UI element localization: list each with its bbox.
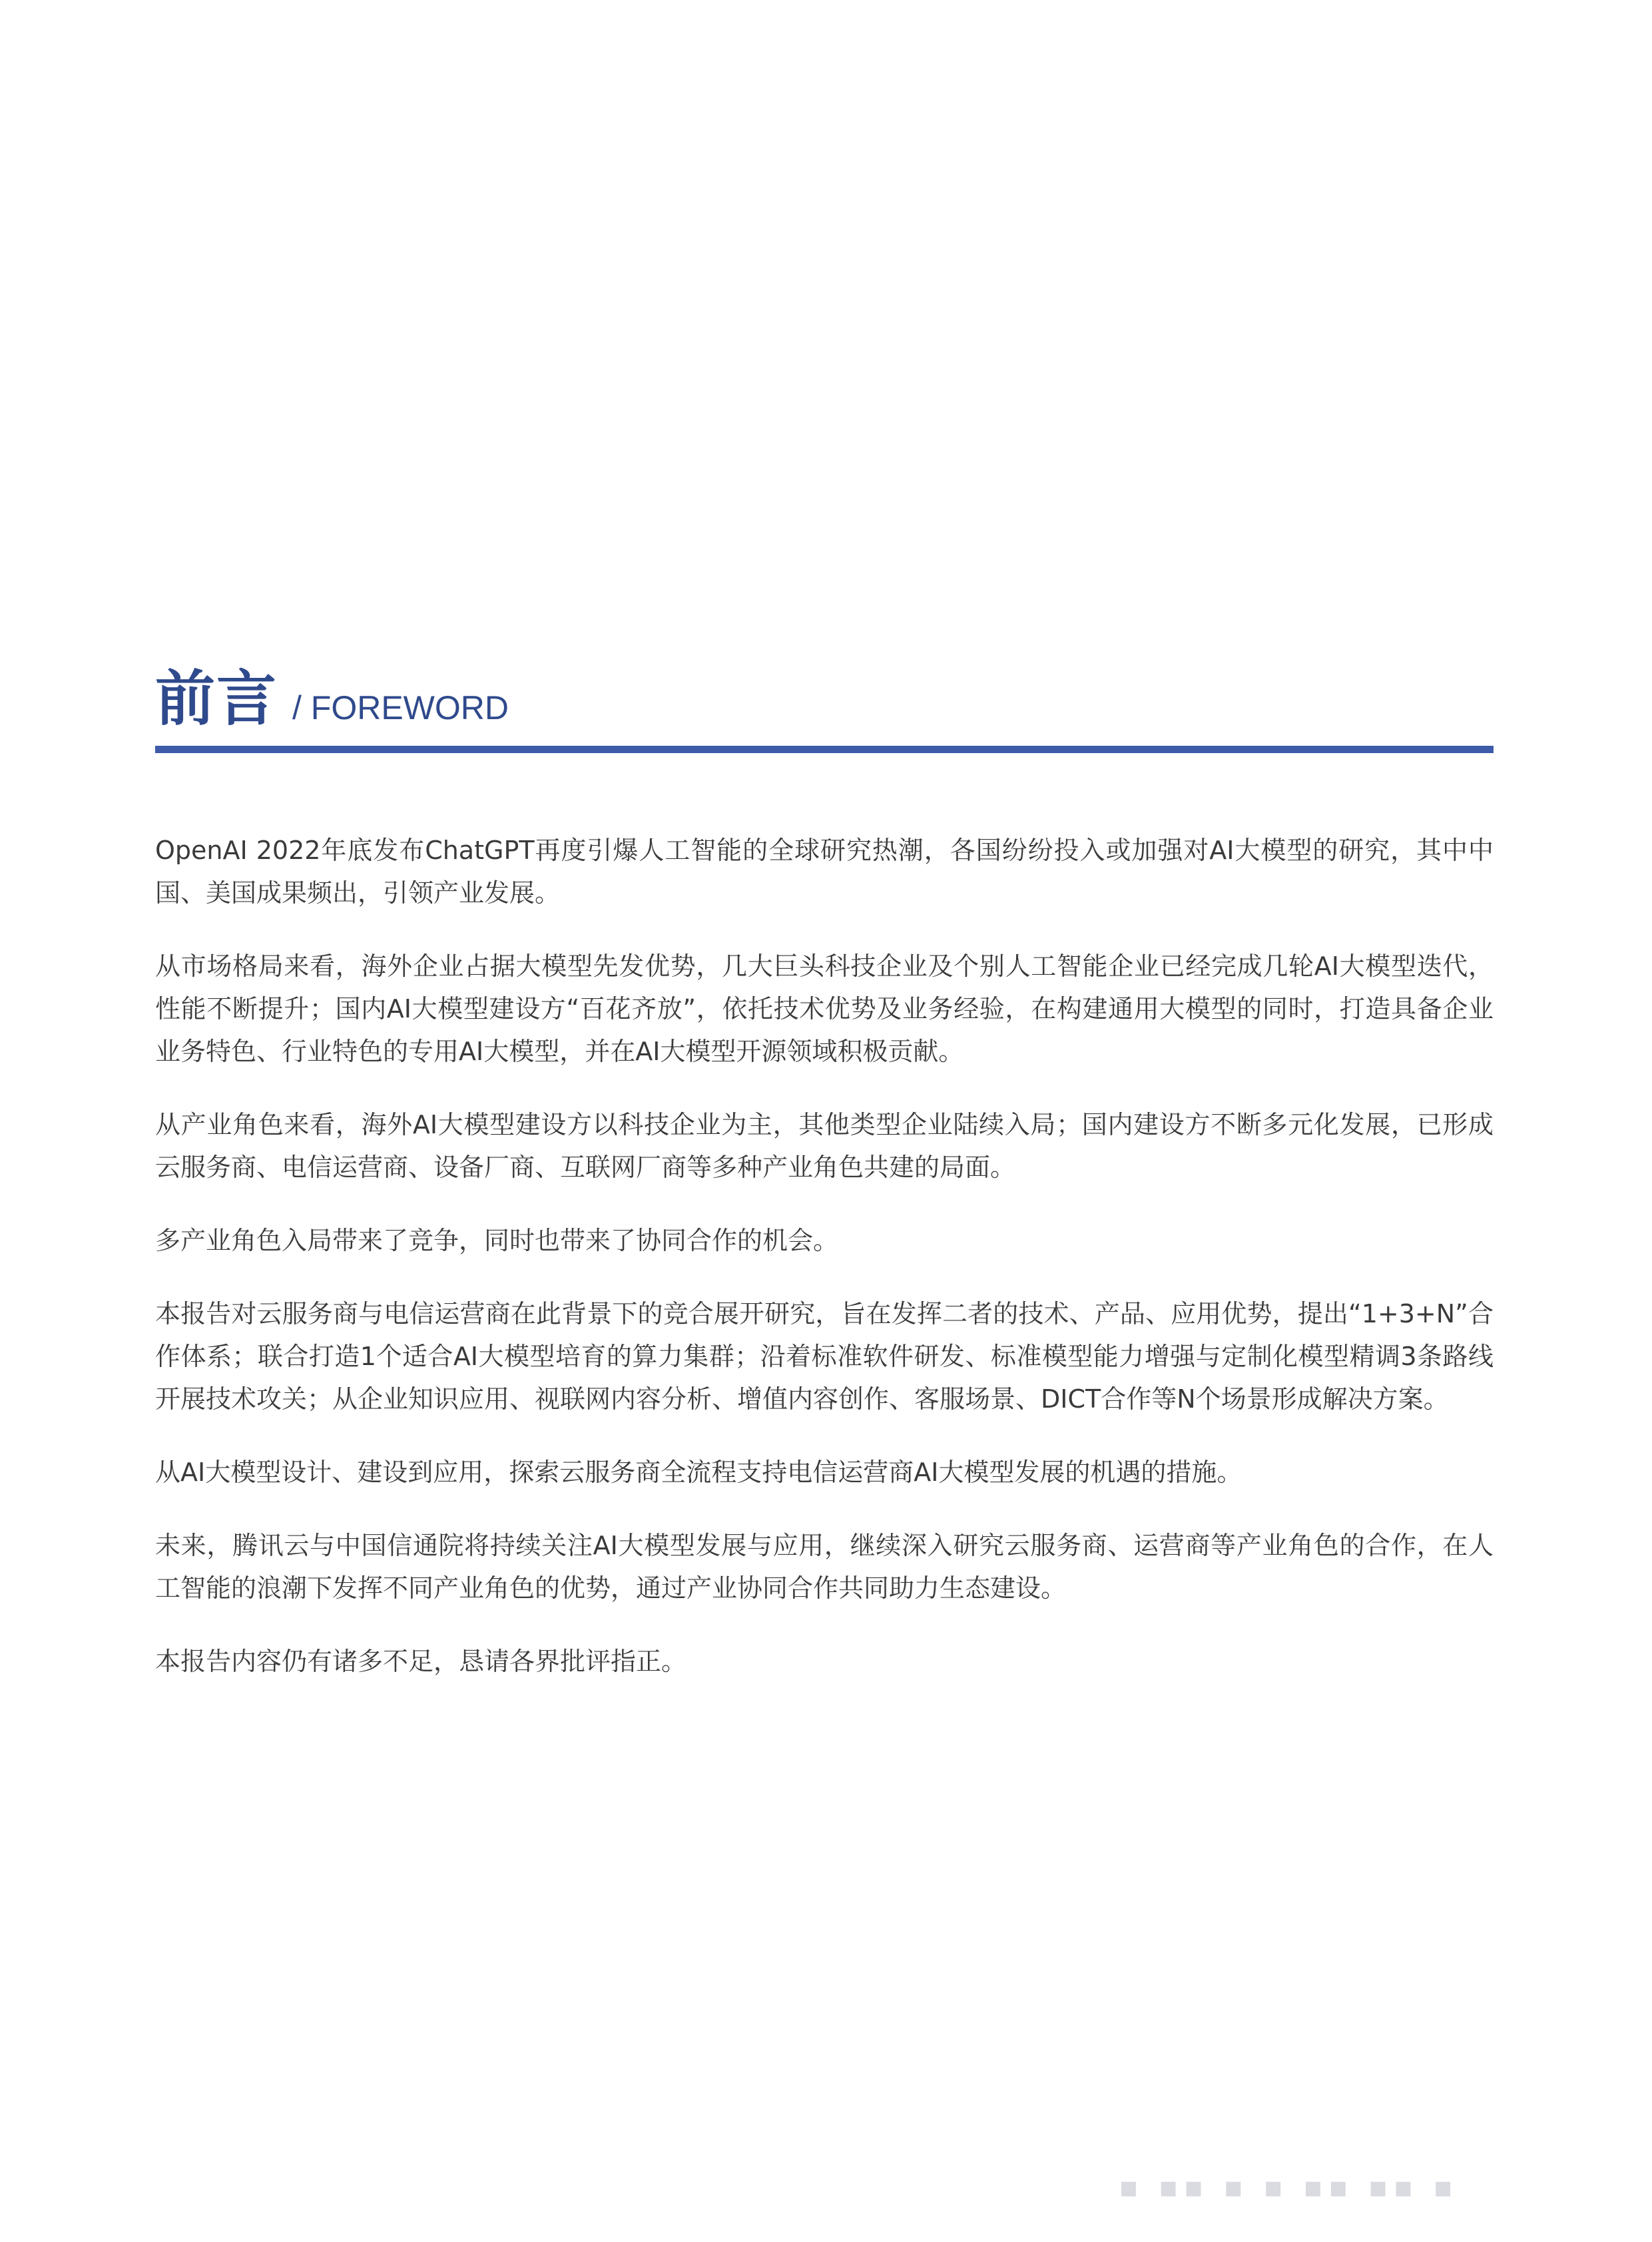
paragraph: 本报告内容仍有诸多不足，恳请各界批评指正。	[155, 1647, 687, 1676]
paragraph: 多产业角色入局带来了竞争，同时也带来了协同合作的机会。	[155, 1226, 839, 1255]
paragraph: 从AI大模型设计、建设到应用，探索云服务商全流程支持电信运营商AI大模型发展的机遇的措施。	[155, 1458, 1242, 1487]
paragraph: OpenAI 2022年底发布ChatGPT再度引爆人工智能的全球研究热潮，各国纷纷投入或加强对AI大模型的研究，其中中国、美国成果频出，引领产业发展。	[155, 836, 1494, 908]
section-heading	[155, 663, 1494, 736]
faint-watermark: ▪ ▪▪ ▪ ▪ ▪▪ ▪▪ ▪	[1119, 2170, 1459, 2204]
foreword-body	[155, 829, 1494, 1713]
heading-title: 前言	[155, 664, 278, 734]
paragraph: 未来，腾讯云与中国信通院将持续关注AI大模型发展与应用，继续深入研究云服务商、运营商等产业角色的合作，在人工智能的浪潮下发挥不同产业角色的优势，通过产业协同合作共同助力生态建设。	[155, 1531, 1494, 1603]
heading-divider	[155, 746, 1494, 753]
paragraph: 从市场格局来看，海外企业占据大模型先发优势，几大巨头科技企业及个别人工智能企业已经完成几轮AI大模型迭代，性能不断提升；国内AI大模型建设方“百花齐放”，依托技术优势及业务经验，在构建通用大模型的同时，打造具备企业业务特色、行业特色的专用AI大模型，并在AI大模型开源领域积极贡献。	[155, 952, 1494, 1066]
paragraph: 从产业角色来看，海外AI大模型建设方以科技企业为主，其他类型企业陆续入局；国内建设方不断多元化发展，已形成云服务商、电信运营商、设备厂商、互联网厂商等多种产业角色共建的局面。	[155, 1110, 1494, 1182]
heading-subtitle: / FOREWORD	[292, 689, 509, 726]
paragraph: 本报告对云服务商与电信运营商在此背景下的竞合展开研究，旨在发挥二者的技术、产品、应用优势，提出“1+3+N”合作体系；联合打造1个适合AI大模型培育的算力集群；沿着标准软件研发、标准模型能力增强与定制化模型精调3条路线开展技术攻关；从企业知识应用、视联网内容分析、增值内容创作、客服场景、DICT合作等N个场景形成解决方案。	[155, 1299, 1494, 1414]
